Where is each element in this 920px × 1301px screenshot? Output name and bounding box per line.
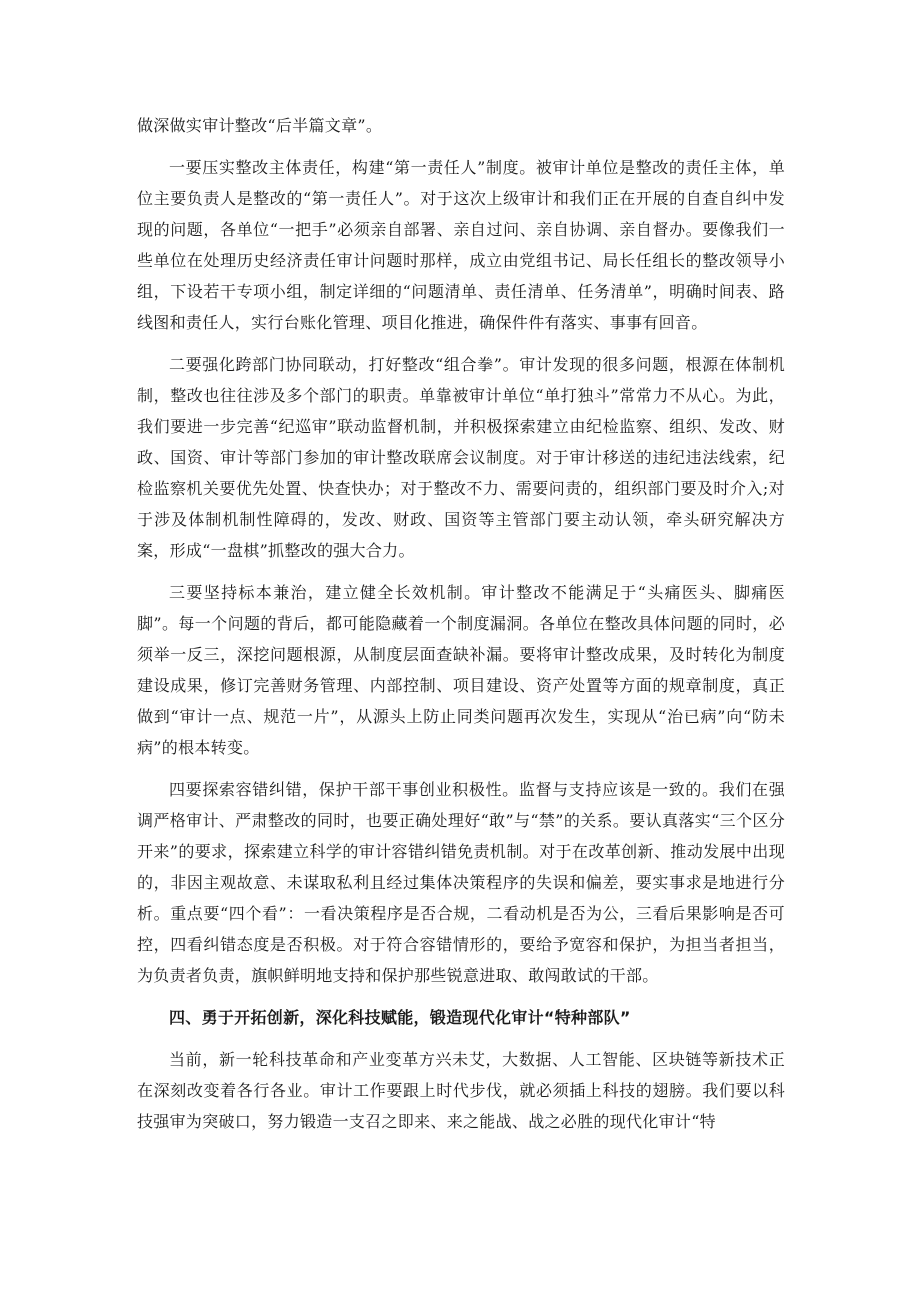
paragraph-cross-department: 二要强化跨部门协同联动，打好整改“组合拳”。审计发现的很多问题，根源在体制机制，整改也往往涉及多个部门的职责。单靠被审计单位“单打独斗”常常力不从心。为此，我们要进一步完善“纪巡审”联动监督机制，并积极探索建立由纪检监察、组织、发改、财政、国资、审计等部门参加的审计整改联席会议制度。对于审计移送的违纪违法线索，纪检监察机关要优先处置、快查快办；对于整改不力、需要问责的，组织部门要及时介入;对于涉及体制机制性障碍的，发改、财政、国资等主管部门要主动认领，牵头研究解决方案，形成“一盘棋”抓整改的强大合力。: [137, 355, 785, 560]
paragraph-rectification-responsibility: 一要压实整改主体责任，构建“第一责任人”制度。被审计单位是整改的责任主体，单位主要负责人是整改的“第一责任人”。对于这次上级审计和我们正在开展的自查自纠中发现的问题，各单位“一把手”必须亲自部署、亲自过问、亲自协调、亲自督办。要像我们一些单位在处理历史经济责任审计问题时那样，成立由党组书记、局长任组长的整改领导小组，下设若干专项小组，制定详细的“问题清单、责任清单、任务清单”，明确时间表、路线图和责任人，实行台账化管理、项目化推进，确保件件有落实、事事有回音。: [137, 158, 785, 332]
paragraph-continuation: 做深做实审计整改“后半篇文章”。: [137, 116, 383, 135]
paragraph-technology: 当前，新一轮科技革命和产业变革方兴未艾，大数据、人工智能、区块链等新技术正在深刻改变着各行各业。审计工作要跟上时代步伐，就必须插上科技的翅膀。我们要以科技强审为突破口，努力锻造一支召之即来、来之能战、战之必胜的现代化审计“特: [137, 1050, 785, 1131]
document-page: [137, 110, 785, 1137]
paragraph-fault-tolerance: 四要探索容错纠错，保护干部干事创业积极性。监督与支持应该是一致的。我们在强调严格审计、严肃整改的同时，也要正确处理好“敢”与“禁”的关系。要认真落实“三个区分开来”的要求，探索建立科学的审计容错纠错免责机制。对于在改革创新、推动发展中出现的，非因主观故意、未谋取私利且经过集体决策程序的失误和偏差，要实事求是地进行分析。重点要“四个看”：一看决策程序是否合规，二看动机是否为公，三看后果影响是否可控，四看纠错态度是否积极。对于符合容错情形的，要给予宽容和保护，为担当者担当，为负责者负责，旗帜鲜明地支持和保护那些锐意进取、敢闯敢试的干部。: [137, 780, 785, 985]
paragraph-long-term-mechanism: 三要坚持标本兼治，建立健全长效机制。审计整改不能满足于“头痛医头、脚痛医脚”。每一个问题的背后，都可能隐藏着一个制度漏洞。各单位在整改具体问题的同时，必须举一反三，深挖问题根源，从制度层面查缺补漏。要将审计整改成果，及时转化为制度建设成果，修订完善财务管理、内部控制、项目建设、资产处置等方面的规章制度，真正做到“审计一点、规范一片”，从源头上防止同类问题再次发生，实现从“治已病”向“防未病”的根本转变。: [137, 583, 785, 757]
section-heading-four: 四、勇于开拓创新，深化科技赋能，锻造现代化审计“特种部队”: [169, 1008, 631, 1027]
